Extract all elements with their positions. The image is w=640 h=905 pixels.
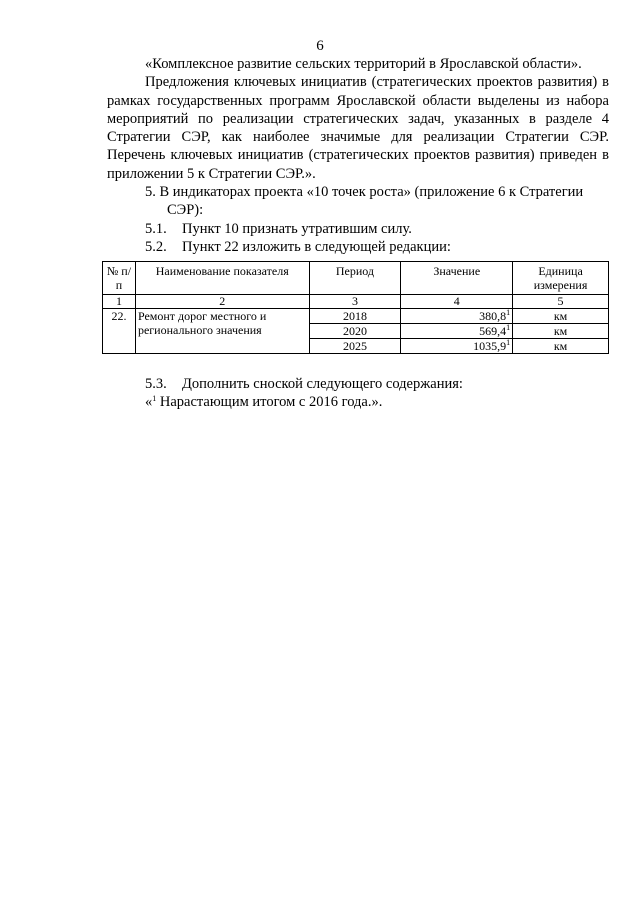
header-num: № п/п [103, 262, 136, 295]
unit-cell: км [513, 339, 609, 354]
unit-cell: км [513, 324, 609, 339]
footnote-mark: 1 [152, 394, 157, 404]
header-value: Значение [401, 262, 513, 295]
table-column-numbers-row [103, 295, 609, 309]
table-header-row [103, 262, 609, 295]
footnote-mark: 1 [506, 323, 511, 332]
table-row [103, 309, 609, 324]
row-num: 22. [103, 309, 136, 354]
value-cell [401, 324, 513, 339]
col-number: 1 [103, 295, 136, 309]
period-cell: 2018 [309, 309, 401, 324]
footnote-mark: 1 [506, 338, 511, 347]
unit-cell: км [513, 309, 609, 324]
value-number: 569,4 [479, 324, 507, 338]
footnote-open-quote: « [145, 394, 153, 411]
col-number: 2 [135, 295, 309, 309]
list-item-5-1-number: 5.1. [145, 220, 167, 237]
list-item-5-1-text: Пункт 10 признать утратившим силу. [182, 220, 412, 237]
list-item-5-2 [107, 238, 609, 256]
paragraph-program-name: «Комплексное развитие сельских территорий в Ярославской области». [145, 56, 582, 72]
list-item-5-2-text: Пункт 22 изложить в следующей редакции: [182, 238, 451, 255]
footnote-mark: 1 [506, 308, 511, 317]
page-number: 6 [316, 38, 324, 54]
document-body [107, 55, 609, 256]
value-number: 1035,9 [473, 339, 507, 353]
list-item-5-3 [107, 375, 609, 393]
row-indicator-name: Ремонт дорог местного и регионального значения [135, 309, 309, 354]
period-cell: 2020 [309, 324, 401, 339]
paragraph-key-initiatives: Предложения ключевых инициатив (стратегических проектов развития) в рамках государственных программ Ярославской области выделены из набора мероприятий по реализации стратегических задач, указанных в разделе 4 Стратегии СЭР, как наиболее значимые для реализации Стратегии СЭР. Перечень ключевых инициатив (стратегических проектов развития) приведен в приложении 5 к Стратегии СЭР.». [107, 74, 609, 182]
list-item-5-3-number: 5.3. [145, 376, 167, 392]
footnote-definition [107, 393, 609, 411]
document-body-continued [107, 375, 609, 412]
period-cell: 2025 [309, 339, 401, 354]
col-number: 4 [401, 295, 513, 309]
value-cell [401, 309, 513, 324]
col-number: 5 [513, 295, 609, 309]
footnote-text: Нарастающим итогом с 2016 года.». [156, 394, 383, 411]
value-cell [401, 339, 513, 354]
list-item-5-1 [107, 220, 609, 238]
list-item-5-3-text: Дополнить сноской следующего содержания: [182, 376, 463, 392]
value-number: 380,8 [479, 309, 507, 323]
indicators-table [102, 261, 609, 354]
col-number: 3 [309, 295, 401, 309]
header-name: Наименование показателя [135, 262, 309, 295]
list-item-5: 5. В индикаторах проекта «10 точек роста» (приложение 6 к Стратегии СЭР): [145, 184, 584, 219]
header-period: Период [309, 262, 401, 295]
header-unit: Единица измерения [513, 262, 609, 295]
list-item-5-2-number: 5.2. [145, 238, 167, 255]
